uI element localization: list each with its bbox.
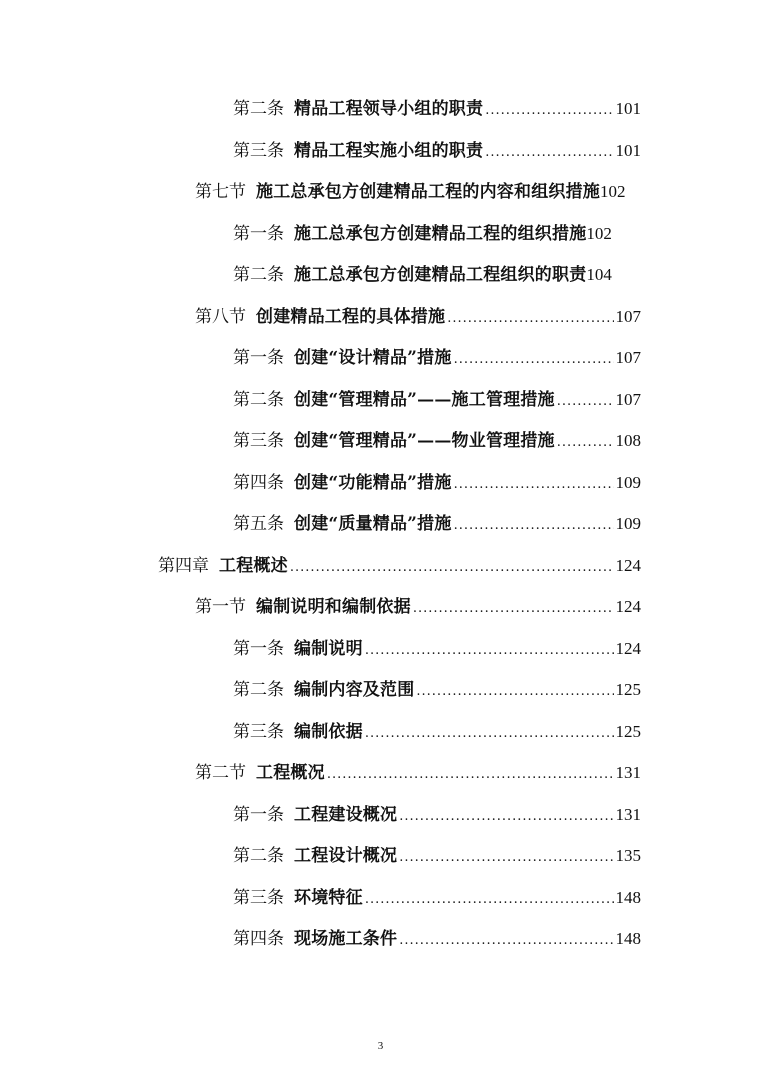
toc-leader-dots — [485, 138, 613, 168]
toc-entry-title: 编制依据 — [294, 722, 363, 742]
toc-entry-number: 第一条 — [233, 639, 284, 659]
toc-entry-title: 编制说明和编制依据 — [256, 597, 411, 617]
toc-entry[interactable] — [233, 634, 641, 664]
toc-entry-title: 精品工程领导小组的职责 — [294, 99, 484, 119]
toc-entry-number: 第二节 — [195, 763, 246, 783]
toc-entry-title: 工程建设概况 — [294, 805, 398, 825]
toc-entry-title: 编制说明 — [294, 639, 363, 659]
toc-entry-title: 现场施工条件 — [294, 929, 398, 949]
toc-entry-number: 第一条 — [233, 805, 284, 825]
toc-entry-number: 第三条 — [233, 141, 284, 161]
toc-entry[interactable] — [233, 219, 641, 249]
toc-entry-number: 第二条 — [233, 680, 284, 700]
toc-entry-title: 工程概述 — [219, 556, 288, 576]
toc-entry[interactable] — [195, 302, 641, 332]
toc-entry-page: 107 — [615, 390, 641, 409]
toc-entry[interactable] — [233, 509, 641, 539]
toc-entry-number: 第八节 — [195, 307, 246, 327]
toc-entry-page: 131 — [615, 763, 641, 782]
toc-entry[interactable] — [233, 675, 641, 705]
toc-entry-number: 第三条 — [233, 722, 284, 742]
toc-entry-page: 109 — [615, 473, 641, 492]
toc-leader-dots — [557, 387, 614, 417]
toc-entry-number: 第二条 — [233, 390, 284, 410]
toc-entry-page: 107 — [615, 307, 641, 326]
toc-entry-number: 第七节 — [195, 182, 246, 202]
toc-leader-dots — [454, 511, 614, 541]
toc-entry-title: 创建精品工程的具体措施 — [256, 307, 446, 327]
toc-leader-dots — [454, 470, 614, 500]
toc-entry[interactable] — [233, 924, 641, 954]
toc-entry-title: 工程概况 — [256, 763, 325, 783]
toc-entry[interactable] — [233, 800, 641, 830]
toc-entry[interactable] — [233, 883, 641, 913]
toc-entry-page: 108 — [615, 431, 641, 450]
toc-entry-page: 124 — [615, 556, 641, 575]
toc-entry-page: 101 — [615, 99, 641, 118]
toc-entry-page: 125 — [615, 722, 641, 741]
page-number: 3 — [377, 1040, 384, 1052]
toc-entry[interactable] — [233, 385, 641, 415]
toc-entry[interactable] — [233, 717, 641, 747]
toc-leader-dots — [485, 96, 613, 126]
toc-entry[interactable] — [233, 841, 641, 871]
toc-entry-title: 创建“设计精品”措施 — [294, 348, 452, 368]
toc-entry-number: 第五条 — [233, 514, 284, 534]
toc-entry-title: 工程设计概况 — [294, 846, 398, 866]
toc-entry-number: 第二条 — [233, 846, 284, 866]
toc-entry-title: 精品工程实施小组的职责 — [294, 141, 484, 161]
toc-entry[interactable] — [158, 551, 641, 581]
toc-entry-title: 创建“管理精品”——物业管理措施 — [294, 431, 555, 451]
toc-entry-number: 第一节 — [195, 597, 246, 617]
toc-entry-page: 135 — [615, 846, 641, 865]
toc-entry-page: 148 — [615, 888, 641, 907]
toc-entry-number: 第三条 — [233, 431, 284, 451]
toc-leader-dots — [413, 594, 614, 624]
toc-entry-page: 124 — [615, 639, 641, 658]
toc-entry-page: 131 — [615, 805, 641, 824]
toc-entry-page: 109 — [615, 514, 641, 533]
toc-leader-dots — [365, 885, 614, 915]
toc-leader-dots — [399, 926, 613, 956]
toc-entry-number: 第一条 — [233, 348, 284, 368]
toc-entry-page: 148 — [615, 929, 641, 948]
toc-entry-title: 施工总承包方创建精品工程的内容和组织措施 — [256, 182, 600, 202]
toc-entry-title: 环境特征 — [294, 888, 363, 908]
toc-leader-dots — [399, 843, 613, 873]
toc-entry-title: 创建“质量精品”措施 — [294, 514, 452, 534]
toc-entry-page: 102 — [600, 182, 626, 201]
toc-entry[interactable] — [233, 468, 641, 498]
toc-entry-title: 创建“功能精品”措施 — [294, 473, 452, 493]
toc-entry[interactable] — [195, 592, 641, 622]
toc-entry-number: 第四条 — [233, 929, 284, 949]
toc-entry-page: 107 — [615, 348, 641, 367]
toc-entry-number: 第四章 — [158, 556, 209, 576]
toc-entry-page: 104 — [586, 265, 612, 284]
toc-entry-title: 施工总承包方创建精品工程的组织措施 — [294, 224, 587, 244]
toc-leader-dots — [365, 719, 614, 749]
toc-entry-number: 第一条 — [233, 224, 284, 244]
toc-entry-title: 创建“管理精品”——施工管理措施 — [294, 390, 555, 410]
toc-entry-page: 125 — [615, 680, 641, 699]
toc-entry[interactable] — [233, 94, 641, 124]
toc-entry-page: 101 — [615, 141, 641, 160]
toc-entry-title: 施工总承包方创建精品工程组织的职责 — [294, 265, 587, 285]
toc-leader-dots — [290, 553, 614, 583]
toc-entry-page: 124 — [615, 597, 641, 616]
toc-leader-dots — [557, 428, 614, 458]
toc-leader-dots — [454, 345, 614, 375]
toc-entry-number: 第三条 — [233, 888, 284, 908]
toc-entry[interactable] — [233, 426, 641, 456]
toc-leader-dots — [399, 802, 613, 832]
toc-entry-number: 第二条 — [233, 99, 284, 119]
toc-leader-dots — [416, 677, 613, 707]
toc-entry-number: 第二条 — [233, 265, 284, 285]
toc-leader-dots — [327, 760, 614, 790]
toc-entry[interactable] — [233, 136, 641, 166]
toc-entry-title: 编制内容及范围 — [294, 680, 415, 700]
toc-entry[interactable] — [195, 177, 641, 207]
toc-entry[interactable] — [195, 758, 641, 788]
toc-leader-dots — [447, 304, 613, 334]
toc-leader-dots — [365, 636, 614, 666]
toc-entry[interactable] — [233, 343, 641, 373]
toc-entry-page: 102 — [586, 224, 612, 243]
toc-entry-number: 第四条 — [233, 473, 284, 493]
toc-entry[interactable] — [233, 260, 641, 290]
